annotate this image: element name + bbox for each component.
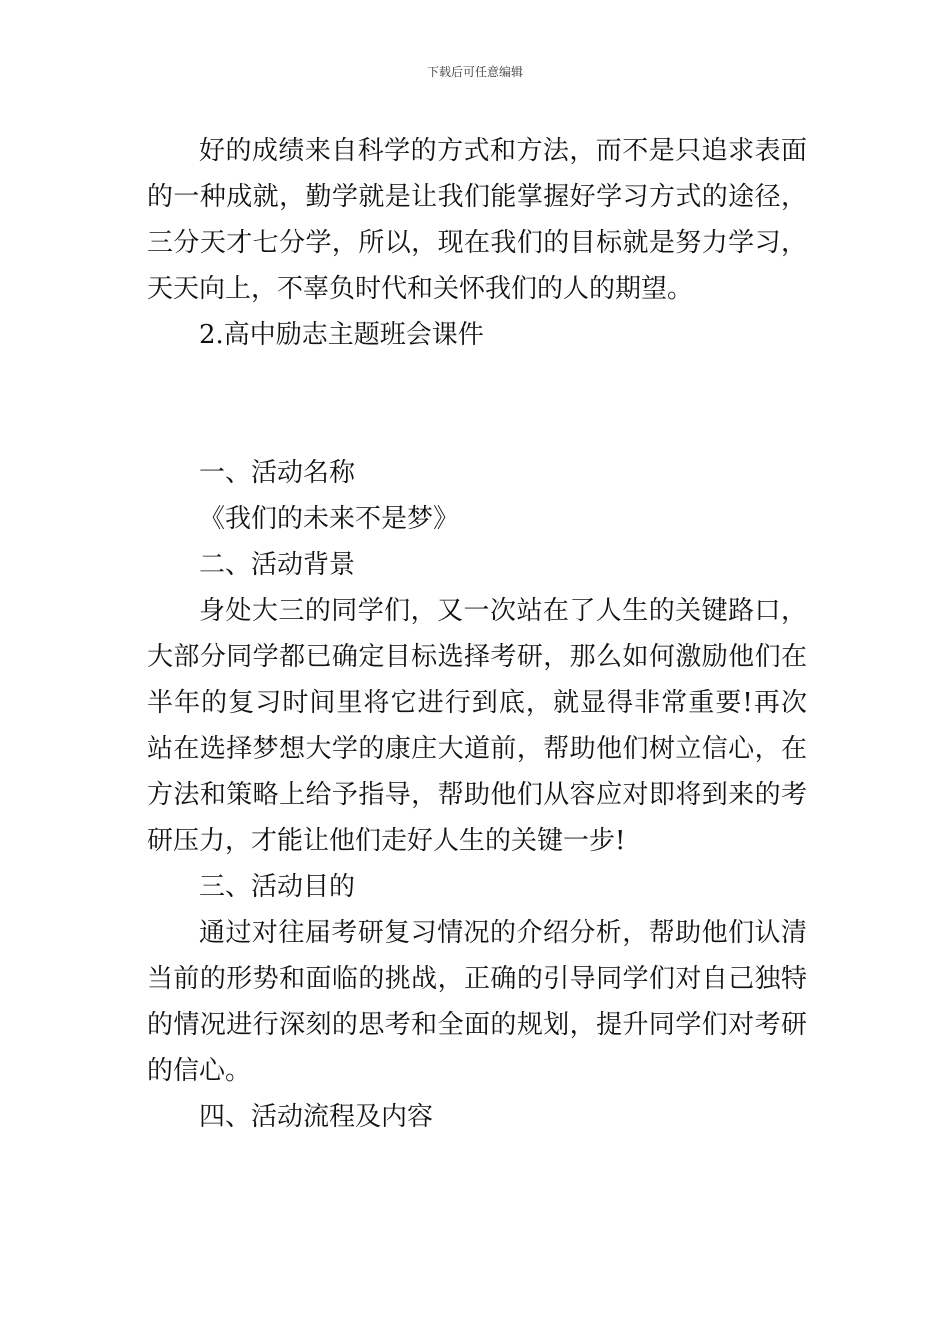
- heading-activity-name: 一、活动名称: [199, 458, 356, 488]
- paragraph-background: 身处大三的同学们，又一次站在了人生的关键路口，大部分同学都已确定目标选择考研，那么如何激励他们在半年的复习时间里将它进行到底，就显得非常重要!再次站在选择梦想大学的康庄大道前，帮助他们树立信心，在方法和策略上给予指导，帮助他们从容应对即将到来的考研压力，才能让他们走好人生的关键一步!: [147, 596, 807, 856]
- section-heading-class-meeting: 2.高中励志主题班会课件: [199, 320, 484, 350]
- heading-activity-purpose: 三、活动目的: [199, 872, 356, 902]
- blank-space: [147, 358, 807, 450]
- heading-activity-background: 二、活动背景: [199, 550, 356, 580]
- page-header: 下载后可任意编辑: [426, 65, 523, 79]
- heading-activity-process: 四、活动流程及内容: [199, 1102, 434, 1132]
- document-body: [147, 128, 807, 1140]
- paragraph-study-method: 好的成绩来自科学的方式和方法，而不是只追求表面的一种成就，勤学就是让我们能掌握好学习方式的途径，三分天才七分学，所以，现在我们的目标就是努力学习，天天向上，不辜负时代和关怀我们的人的期望。: [147, 136, 807, 304]
- activity-title: 《我们的未来不是梦》: [199, 504, 460, 534]
- paragraph-purpose: 通过对往届考研复习情况的介绍分析，帮助他们认清当前的形势和面临的挑战，正确的引导同学们对自己独特的情况进行深刻的思考和全面的规划，提升同学们对考研的信心。: [147, 918, 807, 1086]
